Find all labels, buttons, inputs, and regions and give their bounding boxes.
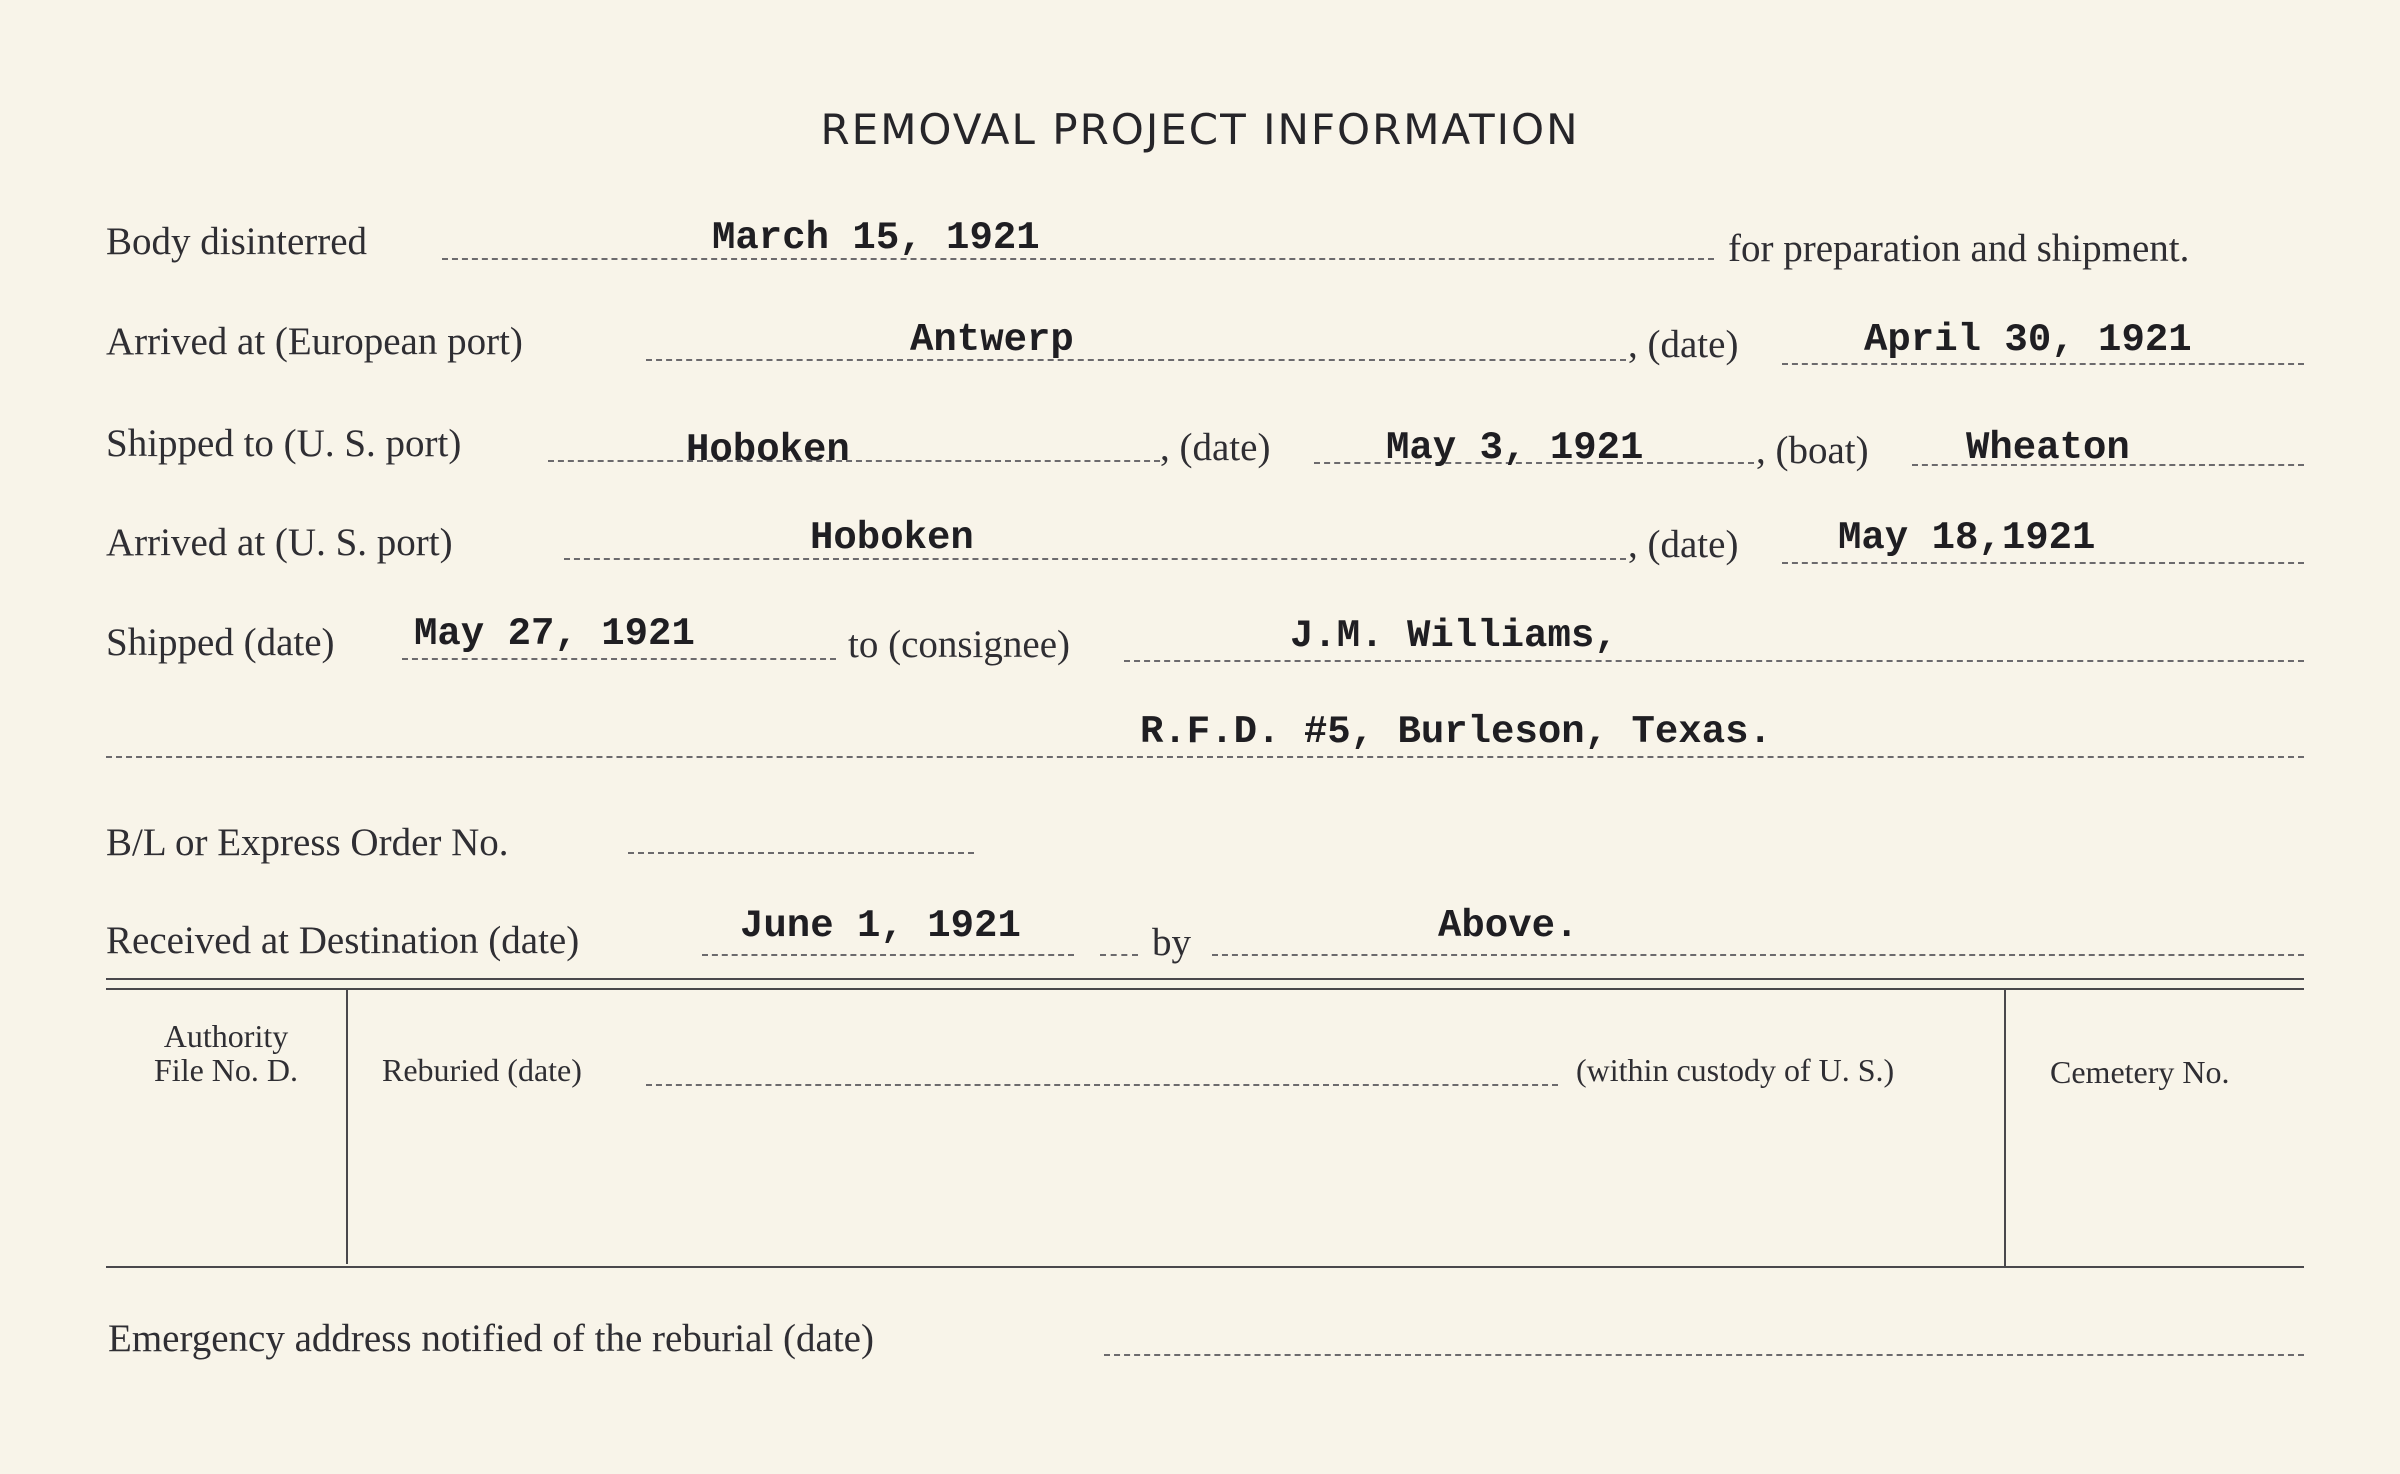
shipped-us-label: Shipped to (U. S. port)	[106, 422, 462, 465]
arrived-european-value[interactable]: Antwerp	[910, 318, 1074, 362]
cemetery-label: Cemetery No.	[2050, 1054, 2230, 1090]
arrived-us-label: Arrived at (U. S. port)	[106, 521, 453, 564]
shipped-date-label: Shipped (date)	[106, 621, 335, 664]
authority-label-2: File No. D.	[154, 1052, 298, 1088]
table-divider-2	[2004, 990, 2006, 1268]
shipped-us-line	[548, 460, 1160, 462]
table-bottom-rule	[106, 1266, 2304, 1268]
shipped-us-boat-label: , (boat)	[1756, 429, 1869, 472]
reburied-label: Reburied (date)	[382, 1052, 582, 1088]
disinterred-suffix: for preparation and shipment.	[1728, 227, 2190, 270]
arrived-european-line	[646, 359, 1626, 361]
consignee-label: to (consignee)	[848, 623, 1071, 666]
bl-line[interactable]	[628, 852, 974, 854]
form-title: REMOVAL PROJECT INFORMATION	[820, 105, 1580, 154]
table-divider-1	[346, 990, 348, 1264]
shipped-date-line	[402, 658, 836, 660]
received-line-2	[1100, 954, 1138, 956]
arrived-us-value[interactable]: Hoboken	[810, 516, 974, 560]
received-by-value[interactable]: Above.	[1438, 904, 1579, 948]
table-top-rule-2	[106, 988, 2304, 990]
bl-label: B/L or Express Order No.	[106, 821, 509, 864]
shipped-us-date-value[interactable]: May 3, 1921	[1386, 426, 1644, 470]
arrived-european-date-label: , (date)	[1628, 323, 1739, 366]
table-top-rule	[106, 978, 2304, 980]
shipped-us-boat-value[interactable]: Wheaton	[1966, 426, 2130, 470]
consignee-line	[1124, 660, 2304, 662]
received-by-label: by	[1152, 921, 1191, 964]
arrived-us-date-line	[1782, 562, 2304, 564]
emergency-line[interactable]	[1104, 1354, 2304, 1356]
reburied-line[interactable]	[646, 1084, 1558, 1086]
authority-label-1: Authority	[163, 1018, 289, 1054]
disinterred-value[interactable]: March 15, 1921	[712, 216, 1040, 260]
arrived-european-date-value[interactable]: April 30, 1921	[1864, 318, 2192, 362]
consignee-address[interactable]: R.F.D. #5, Burleson, Texas.	[1140, 710, 1772, 754]
address-line	[106, 756, 2304, 758]
shipped-us-value[interactable]: Hoboken	[686, 428, 850, 472]
arrived-us-date-label: , (date)	[1628, 523, 1739, 566]
disinterred-line	[442, 258, 1714, 260]
arrived-us-line	[564, 558, 1626, 560]
disinterred-label: Body disinterred	[106, 220, 368, 263]
received-line	[702, 954, 1074, 956]
arrived-european-date-line	[1782, 363, 2304, 365]
consignee-value[interactable]: J.M. Williams,	[1290, 614, 1618, 658]
received-value[interactable]: June 1, 1921	[740, 904, 1021, 948]
arrived-us-date-value[interactable]: May 18,1921	[1838, 516, 2096, 560]
arrived-european-label: Arrived at (European port)	[106, 320, 523, 363]
shipped-date-value[interactable]: May 27, 1921	[414, 612, 695, 656]
received-by-line	[1212, 954, 2304, 956]
shipped-us-date-label: , (date)	[1160, 426, 1271, 469]
received-label: Received at Destination (date)	[106, 919, 580, 962]
custody-label: (within custody of U. S.)	[1576, 1052, 1895, 1088]
emergency-label: Emergency address notified of the reburial (date)	[108, 1317, 874, 1360]
